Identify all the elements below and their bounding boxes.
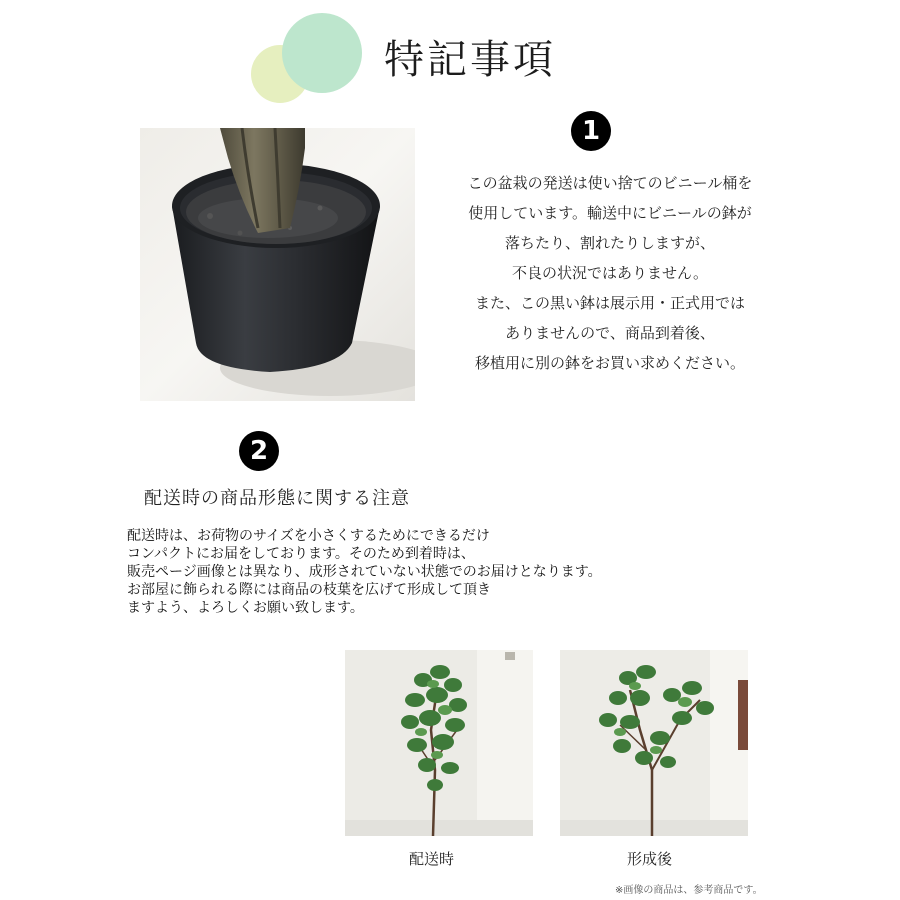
plant-photo-delivery xyxy=(345,650,533,836)
section-heading: 配送時の商品形態に関する注意 xyxy=(144,488,410,509)
note-line: 落ちたり、割れたりしますが、 xyxy=(504,234,715,252)
note-line: 不良の状況ではありません。 xyxy=(512,264,708,282)
section-number-2: 2 xyxy=(239,431,279,471)
section-number-1: 1 xyxy=(571,111,611,151)
pot-photo xyxy=(140,128,415,401)
note-line: お部屋に飾られる際には商品の枝葉を広げて形成して頂き xyxy=(127,582,491,598)
note-line: 移植用に別の鉢をお買い求めください。 xyxy=(474,354,745,372)
note-line: また、この黒い鉢は展示用・正式用では xyxy=(474,294,745,312)
photo-caption-delivery: 配送時 xyxy=(409,850,455,868)
reference-footnote: ※画像の商品は、参考商品です。 xyxy=(615,885,763,896)
note-line: 配送時は、お荷物のサイズを小さくするためにできるだけ xyxy=(127,528,490,544)
note-line: この盆栽の発送は使い捨てのビニール桶を xyxy=(467,174,753,192)
delivery-form-note xyxy=(127,527,602,617)
note-line: ますよう、よろしくお願い致します。 xyxy=(127,600,364,616)
note-line: コンパクトにお届をしております。そのため到着時は、 xyxy=(127,546,475,562)
plant-photo-shaped xyxy=(560,650,748,836)
note-line: ありませんので、商品到着後、 xyxy=(505,324,715,342)
note-line: 使用しています。輸送中にビニールの鉢が xyxy=(468,204,752,222)
photo-caption-shaped: 形成後 xyxy=(627,850,673,868)
page-title: 特記事項 xyxy=(384,37,556,83)
decorative-circle-green xyxy=(282,13,362,93)
shipping-pot-note xyxy=(430,168,790,378)
note-line: 販売ページ画像とは異なり、成形されていない状態でのお届けとなります。 xyxy=(127,564,602,580)
